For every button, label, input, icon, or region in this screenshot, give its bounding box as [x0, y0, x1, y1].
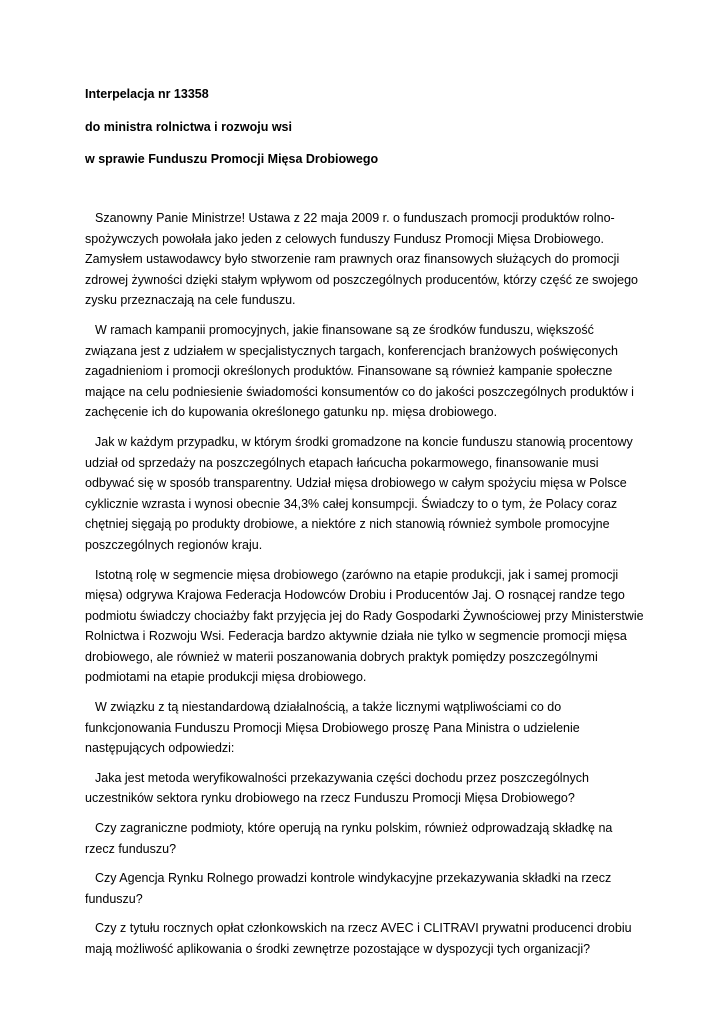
paragraph-greeting: Szanowny Panie Ministrze! Ustawa z 22 maja 2009 r. o funduszach promocji produktów rolno-spożywczych powołała jako jeden z celowych funduszy Fundusz Promocji Mięsa Drobiowego. Zamysłem ustawodawcy było stworzenie ram prawnych oraz finansowych służących do promocji zdrowej żywności dzięki stałym wpływom od poszczególnych producentów, którzy część ze swojego zysku przeznaczają na cele funduszu. [85, 211, 639, 308]
interpellation-number: Interpelacja nr 13358 [85, 87, 209, 101]
subject: w sprawie Funduszu Promocji Mięsa Drobiowego [85, 152, 379, 166]
question-4: Czy z tytułu rocznych opłat członkowskich na rzecz AVEC i CLITRAVI prywatni producenci drobiu mają możliwość aplikowania o środki zewnętrze pozostające w dyspozycji tych organizacji? [85, 921, 632, 956]
question-3: Czy Agencja Rynku Rolnego prowadzi kontrole windykacyjne przekazywania składki na rzecz funduszu? [85, 871, 612, 906]
question-2: Czy zagraniczne podmioty, które operują na rynku polskim, również odprowadzają składkę na rzecz funduszu? [85, 821, 613, 856]
paragraph-federation: Istotną rolę w segmencie mięsa drobiowego (zarówno na etapie produkcji, jak i samej promocji mięsa) odgrywa Krajowa Federacja Hodowców Drobiu i Producentów Jaj. O rosnącej randze tego podmiotu świadczy chociażby fakt przyjęcia jej do Rady Gospodarki Żywnościowej przy Ministerstwie Rolnictwa i Rozwoju Wsi. Federacja bardzo aktywnie działa nie tylko w segmencie promocji mięsa drobiowego, ale również w materii poszanowania dobrych praktyk pomiędzy poszczególnymi podmiotami na etapie produkcji mięsa drobiowego. [85, 567, 644, 685]
document-body [85, 208, 645, 969]
paragraph-campaigns: W ramach kampanii promocyjnych, jakie finansowane są ze środków funduszu, większość związana jest z udziałem w specjalistycznych targach, konferencjach branżowych poświęconych zagadnieniom i promocji określonych produktów. Finansowane są również kampanie społeczne mające na celu podniesienie świadomości konsumentów co do jakości poszczególnych produktów i zachęcenie ich do kupowania określonego gatunku np. mięsa drobiowego. [85, 322, 634, 420]
paragraph-request: W związku z tą niestandardową działalnością, a także licznymi wątpliwościami co do funkcjonowania Funduszu Promocji Mięsa Drobiowego proszę Pana Ministra o udzielenie następujących odpowiedzi: [85, 700, 580, 756]
question-1: Jaka jest metoda weryfikowalności przekazywania części dochodu przez poszczególnych uczestników sektora rynku drobiowego na rzecz Funduszu Promocji Mięsa Drobiowego? [85, 770, 589, 806]
paragraph-financing: Jak w każdym przypadku, w którym środki gromadzone na koncie funduszu stanowią procentowy udział od sprzedaży na poszczególnych etapach łańcucha pokarmowego, finansowanie musi odbywać się w sposób transparentny. Udział mięsa drobiowego w całym spożyciu mięsa w Polsce cyklicznie wzrasta i wynosi obecnie 34,3% całej konsumpcji. Świadczy to o tym, że Polacy coraz chętniej sięgają po produkty drobiowe, a niektóre z nich stanowią również symbole promocyjne poszczególnych regionów kraju. [85, 434, 633, 552]
document-header [85, 86, 645, 184]
addressee: do ministra rolnictwa i rozwoju wsi [85, 119, 292, 134]
